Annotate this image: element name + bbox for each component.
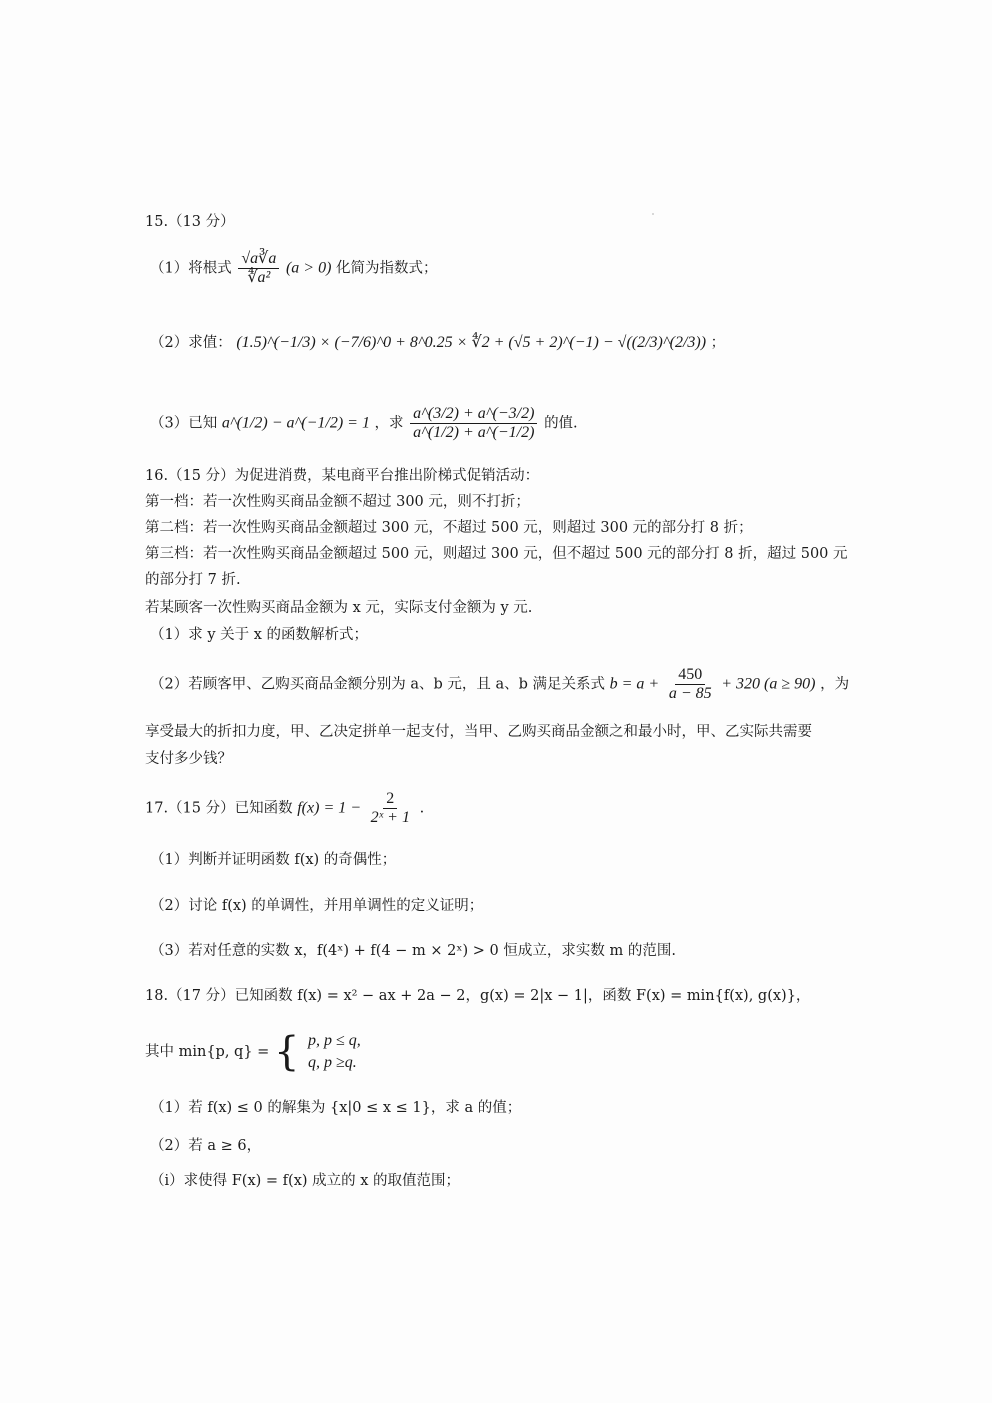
q18-brace-icon: { [273, 1029, 300, 1075]
q15-p1-numerator: √a∛a [238, 250, 279, 269]
q18-part1: （1）若 f(x) ≤ 0 的解集为 {x|0 ≤ x ≤ 1}，求 a 的值； [150, 1100, 522, 1116]
q18-min-definition [145, 1030, 361, 1074]
q16-p2-lhs: b = a + [609, 675, 660, 693]
q17-part1: （1）判断并证明函数 f(x) 的奇偶性； [150, 852, 397, 868]
q17-function: f(x) = 1 − [297, 799, 362, 817]
q17-header-pre: 17.（15 分）已知函数 [145, 800, 293, 817]
q16-part2 [150, 666, 849, 703]
q18-case1: p, p ≤ q, [308, 1032, 361, 1049]
q17-header [145, 790, 424, 827]
q15-part2 [150, 333, 725, 353]
q15-part1 [150, 250, 438, 287]
q18-header: 18.（17 分）已知函数 f(x) = x² − ax + 2a − 2，g(x) = 2|x − 1|，函数 F(x) = min{f(x), g(x)}， [145, 988, 811, 1004]
q18-piecewise [308, 1030, 361, 1074]
q16-p2-fraction [666, 666, 715, 703]
q15-p1-condition: (a > 0) [285, 259, 332, 277]
q16-line6: 若某顾客一次性购买商品金额为 x 元，实际支付金额为 y 元. [145, 600, 533, 616]
q15-p2-pre: （2）求值： [150, 335, 232, 351]
q16-p2-post: ，为 [820, 676, 850, 693]
q16-p2-numerator: 450 [675, 666, 705, 685]
q15-p2-post: ； [710, 335, 726, 351]
q16-line5: 的部分打 7 折. [145, 572, 241, 588]
q18-min-pre: 其中 min{p, q} = [145, 1044, 270, 1060]
q17-header-post: . [419, 800, 425, 817]
q15-p2-expression: (1.5)^(−1/3) × (−7/6)^0 + 8^0.25 × ∜2 + (√5 + 2)^(−1) − √((2/3)^(2/3)) [236, 334, 707, 351]
q16-line2: 第一档：若一次性购买商品金额不超过 300 元，则不打折； [145, 494, 530, 510]
q17-part2: （2）讨论 f(x) 的单调性，并用单调性的定义证明； [150, 898, 484, 914]
q15-p3-post: 的值. [544, 415, 578, 432]
q16-line1: 16.（15 分）为促进消费，某电商平台推出阶梯式促销活动： [145, 468, 540, 484]
q16-p2-pre: （2）若顾客甲、乙购买商品金额分别为 a、b 元，且 a、b 满足关系式 [150, 676, 606, 693]
q17-denominator: 2ˣ + 1 [370, 809, 410, 826]
q15-p3-denominator: a^(1/2) + a^(−1/2) [413, 424, 535, 441]
q15-p3-numerator: a^(3/2) + a^(−3/2) [410, 405, 537, 424]
q15-p3-given: a^(1/2) − a^(−1/2) = 1 [221, 414, 370, 432]
q15-p3-pre: （3）已知 [150, 415, 218, 432]
q15-p3-mid: ，求 [374, 415, 404, 432]
q17-fraction [368, 790, 413, 827]
q18-part2-i: （i）求使得 F(x) = f(x) 成立的 x 的取值范围； [150, 1173, 461, 1189]
q16-part1: （1）求 y 关于 x 的函数解析式； [150, 627, 369, 643]
q18-case2: q, p ≥q. [308, 1054, 357, 1071]
q16-p2-rhs: + 320 (a ≥ 90) [721, 675, 816, 693]
q16-p2-line3: 支付多少钱？ [145, 751, 232, 767]
q17-numerator: 2 [383, 790, 397, 809]
q15-p1-fraction [238, 250, 279, 287]
q18-part2: （2）若 a ≥ 6， [150, 1138, 262, 1154]
q15-p1-denominator: ∜a² [247, 269, 271, 286]
q15-p1-post: 化简为指数式； [336, 260, 438, 277]
q16-p2-denominator: a − 85 [668, 685, 712, 702]
q15-header: 15.（13 分） [145, 214, 235, 230]
q16-line4: 第三档：若一次性购买商品金额超过 500 元，则超过 300 元，但不超过 500 元的部分打 8 折，超过 500 元 [145, 546, 848, 562]
q16-p2-line2: 享受最大的折扣力度，甲、乙决定拼单一起支付，当甲、乙购买商品金额之和最小时，甲、乙实际共需要 [145, 724, 812, 740]
q15-part3 [150, 405, 578, 442]
q17-part3: （3）若对任意的实数 x，f(4ˣ) + f(4 − m × 2ˣ) > 0 恒成立，求实数 m 的范围. [150, 943, 676, 959]
q15-p1-pre: （1）将根式 [150, 260, 232, 277]
q15-p3-fraction [410, 405, 537, 442]
scan-speck [652, 213, 654, 215]
q16-line3: 第二档：若一次性购买商品金额超过 300 元，不超过 500 元，则超过 300 元的部分打 8 折； [145, 520, 753, 536]
